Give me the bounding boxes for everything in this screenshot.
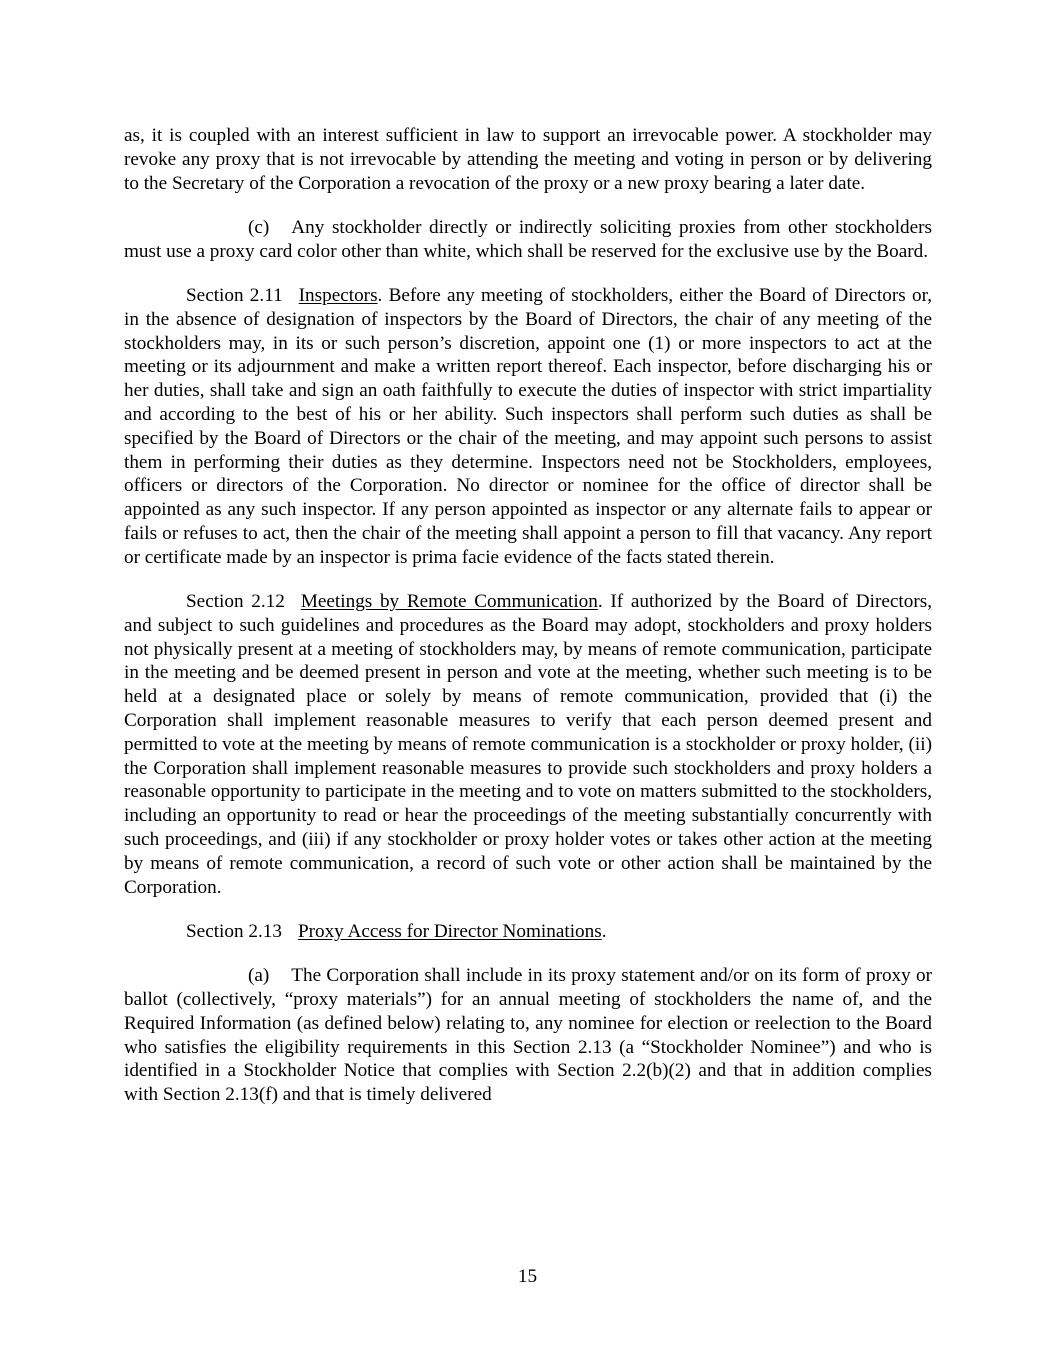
section-2-11-inspectors	[124, 284, 932, 570]
paragraph-text: If authorized by the Board of Directors, and subject to such guidelines and procedures as the Board may adopt, stockholders and proxy holders not physically present at a meeting of stockholders may, by means of remote communication, participate in the meeting and be deemed present in person and vote at the meeting, whether such meeting is to be held at a designated place or solely by means of remote communication, provided that (i) the Corporation shall implement reasonable measures to verify that each person deemed present and permitted to vote at the meeting by means of remote communication is a stockholder or proxy holder, (ii) the Corporation shall implement reasonable measures to provide such stockholders and proxy holders a reasonable opportunity to participate in the meeting and to vote on matters submitted to the stockholders, including an opportunity to read or hear the proceedings of the meeting substantially concurrently with such proceedings, and (iii) if any stockholder or proxy holder votes or takes other action at the meeting by means of remote communication, a record of such vote or other action shall be maintained by the Corporation.	[124, 591, 932, 898]
paragraph-c-proxy-card-color	[124, 216, 932, 264]
section-number: Section 2.11	[186, 284, 283, 306]
paragraph-text: Before any meeting of stockholders, either the Board of Directors or, in the absence of designation of inspectors by the Board of Directors, the chair of any meeting of the stockholders may, in its or such person’s discretion, appoint one (1) or more inspectors to act at the meeting or its adjournment and make a written report thereof. Each inspector, before discharging his or her duties, shall take and sign an oath faithfully to execute the duties of inspector with strict impartiality and according to the best of his or her ability. Such inspectors shall perform such duties as shall be specified by the Board of Directors or the chair of the meeting, and may appoint such persons to assist them in performing their duties as they determine. Inspectors need not be Stockholders, employees, officers or directors of the Corporation. No director or nominee for the office of director shall be appointed as any such inspector. If any person appointed as inspector or any alternate fails to appear or fails or refuses to act, then the chair of the meeting shall appoint a person to fill that vacancy. Any report or certificate made by an inspector is prima facie evidence of the facts stated therein.	[124, 284, 932, 568]
paragraph-text: Any stockholder directly or indirectly soliciting proxies from other stockholders must use a proxy card color other than white, which shall be reserved for the exclusive use by the Board.	[124, 216, 932, 262]
section-2-12-remote-communication	[124, 590, 932, 899]
document-page	[124, 124, 932, 1127]
section-title: Inspectors	[298, 284, 378, 306]
paragraph-proxy-revocation	[124, 124, 932, 195]
subsection-label: (c)	[248, 216, 270, 238]
paragraph-text: as, it is coupled with an interest sufficient in law to support an irrevocable power. A stockholder may revoke any proxy that is not irrevocable by attending the meeting and voting in person or by delivering to the Secretary of the Corporation a revocation of the proxy or a new proxy bearing a later date.	[124, 125, 932, 194]
page-number: 15	[517, 1266, 538, 1287]
section-title: Meetings by Remote Communication	[300, 591, 598, 613]
title-period: .	[601, 920, 607, 942]
section-number: Section 2.13	[186, 920, 282, 942]
title-period: .	[597, 591, 611, 613]
paragraph-a-proxy-materials	[124, 964, 932, 1107]
paragraph-text: The Corporation shall include in its proxy statement and/or on its form of proxy or ballot (collectively, “proxy materials”) for an annual meeting of stockholders the name of, and the Required Information (as defined below) relating to, any nominee for election or reelection to the Board who satisfies the eligibility requirements in this Section 2.13 (a “Stockholder Nominee”) and who is identified in a Stockholder Notice that complies with Section 2.2(b)(2) and that in addition complies with Section 2.13(f) and that is timely delivered	[124, 965, 932, 1106]
section-2-13-proxy-access-heading	[124, 920, 932, 944]
subsection-label: (a)	[248, 965, 270, 987]
title-period: .	[377, 284, 389, 306]
section-title: Proxy Access for Director Nominations	[297, 920, 602, 942]
section-number: Section 2.12	[186, 591, 285, 613]
